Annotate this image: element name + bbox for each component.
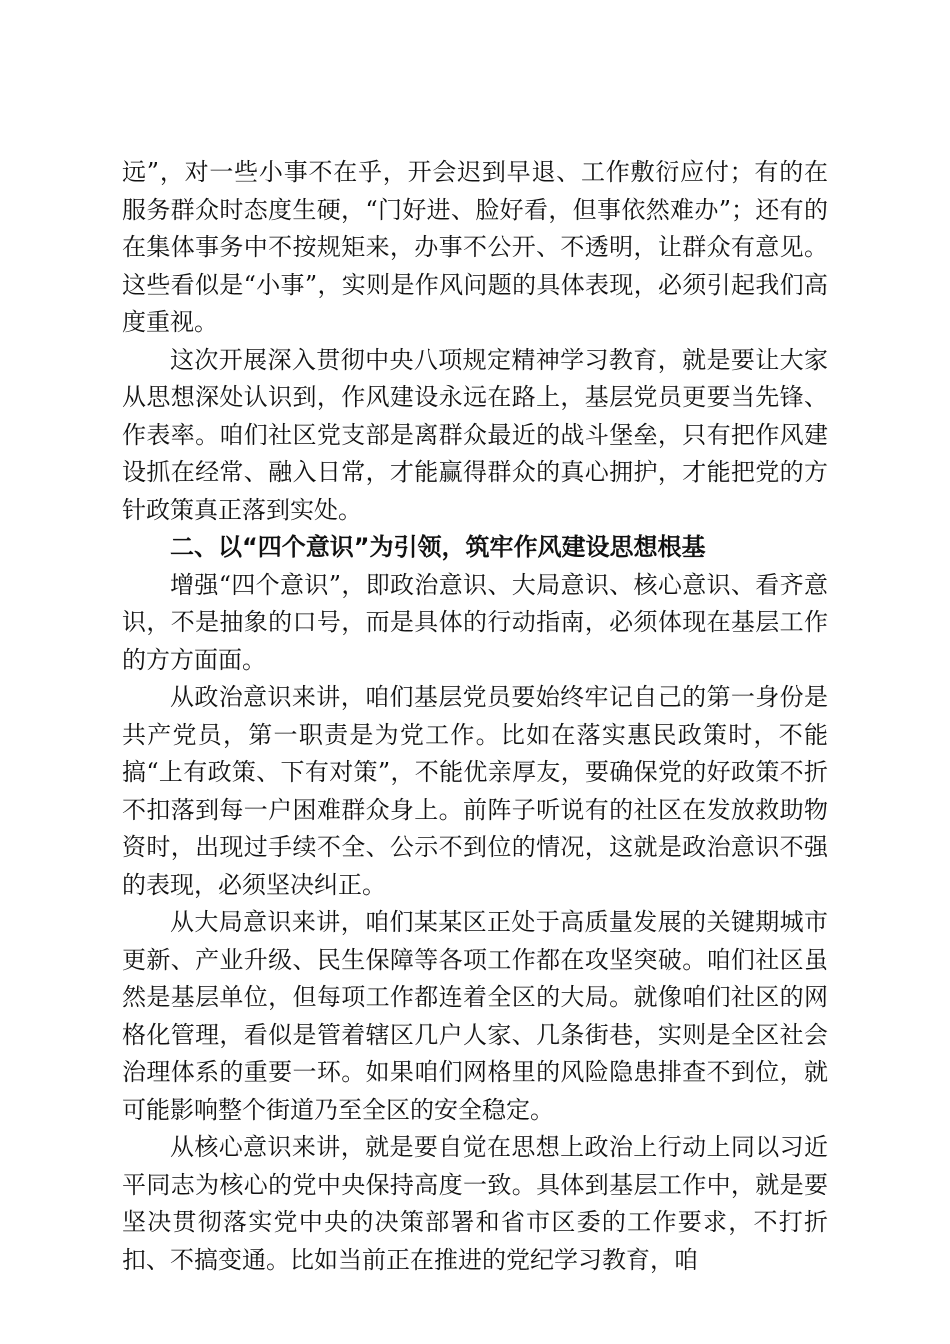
paragraph-political-consciousness: 从政治意识来讲，咱们基层党员要始终牢记自己的第一身份是共产党员，第一职责是为党工作。比如在落实惠民政策时，不能搞“上有政策、下有对策”，不能优亲厚友，要确保党的好政策不折不扣落到每一户困难群众身上。前阵子听说有的社区在发放救助物资时，出现过手续不全、公示不到位的情况，这就是政治意识不强的表现，必须坚决纠正。 — [122, 683, 828, 899]
document-body — [122, 154, 828, 1279]
paragraph-overall-consciousness: 从大局意识来讲，咱们某某区正处于高质量发展的关键期城市更新、产业升级、民生保障等各项工作都在攻坚突破。咱们社区虽然是基层单位，但每项工作都连着全区的大局。就像咱们社区的网格化管理，看似是管着辖区几户人家、几条街巷，实则是全区社会治理体系的重要一环。如果咱们网格里的风险隐患排查不到位，就可能影响整个街道乃至全区的安全稳定。 — [122, 908, 828, 1124]
paragraph-four-consciousness: 增强“四个意识”，即政治意识、大局意识、核心意识、看齐意识，不是抽象的口号，而是具体的行动指南，必须体现在基层工作的方方面面。 — [122, 570, 828, 674]
paragraph-style-education: 这次开展深入贯彻中央八项规定精神学习教育，就是要让大家从思想深处认识到，作风建设永远在路上，基层党员更要当先锋、作表率。咱们社区党支部是离群众最近的战斗堡垒，只有把作风建设抓在经常、融入日常，才能赢得群众的真心拥护，才能把党的方针政策真正落到实处。 — [122, 345, 828, 524]
paragraph-continuation: 远”，对一些小事不在乎，开会迟到早退、工作敷衍应付；有的在服务群众时态度生硬，“门好进、脸好看，但事依然难办”；还有的在集体事务中不按规矩来，办事不公开、不透明，让群众有意见。这些看似是“小事”，实则是作风问题的具体表现，必须引起我们高度重视。 — [122, 158, 828, 336]
paragraph-core-consciousness: 从核心意识来讲，就是要自觉在思想上政治上行动上同以习近平同志为核心的党中央保持高度一致。具体到基层工作中，就是要坚决贯彻落实党中央的决策部署和省市区委的工作要求，不打折扣、不搞变通。比如当前正在推进的党纪学习教育，咱 — [122, 1133, 828, 1274]
section-heading-two: 二、以“四个意识”为引领，筑牢作风建设思想根基 — [170, 533, 706, 561]
